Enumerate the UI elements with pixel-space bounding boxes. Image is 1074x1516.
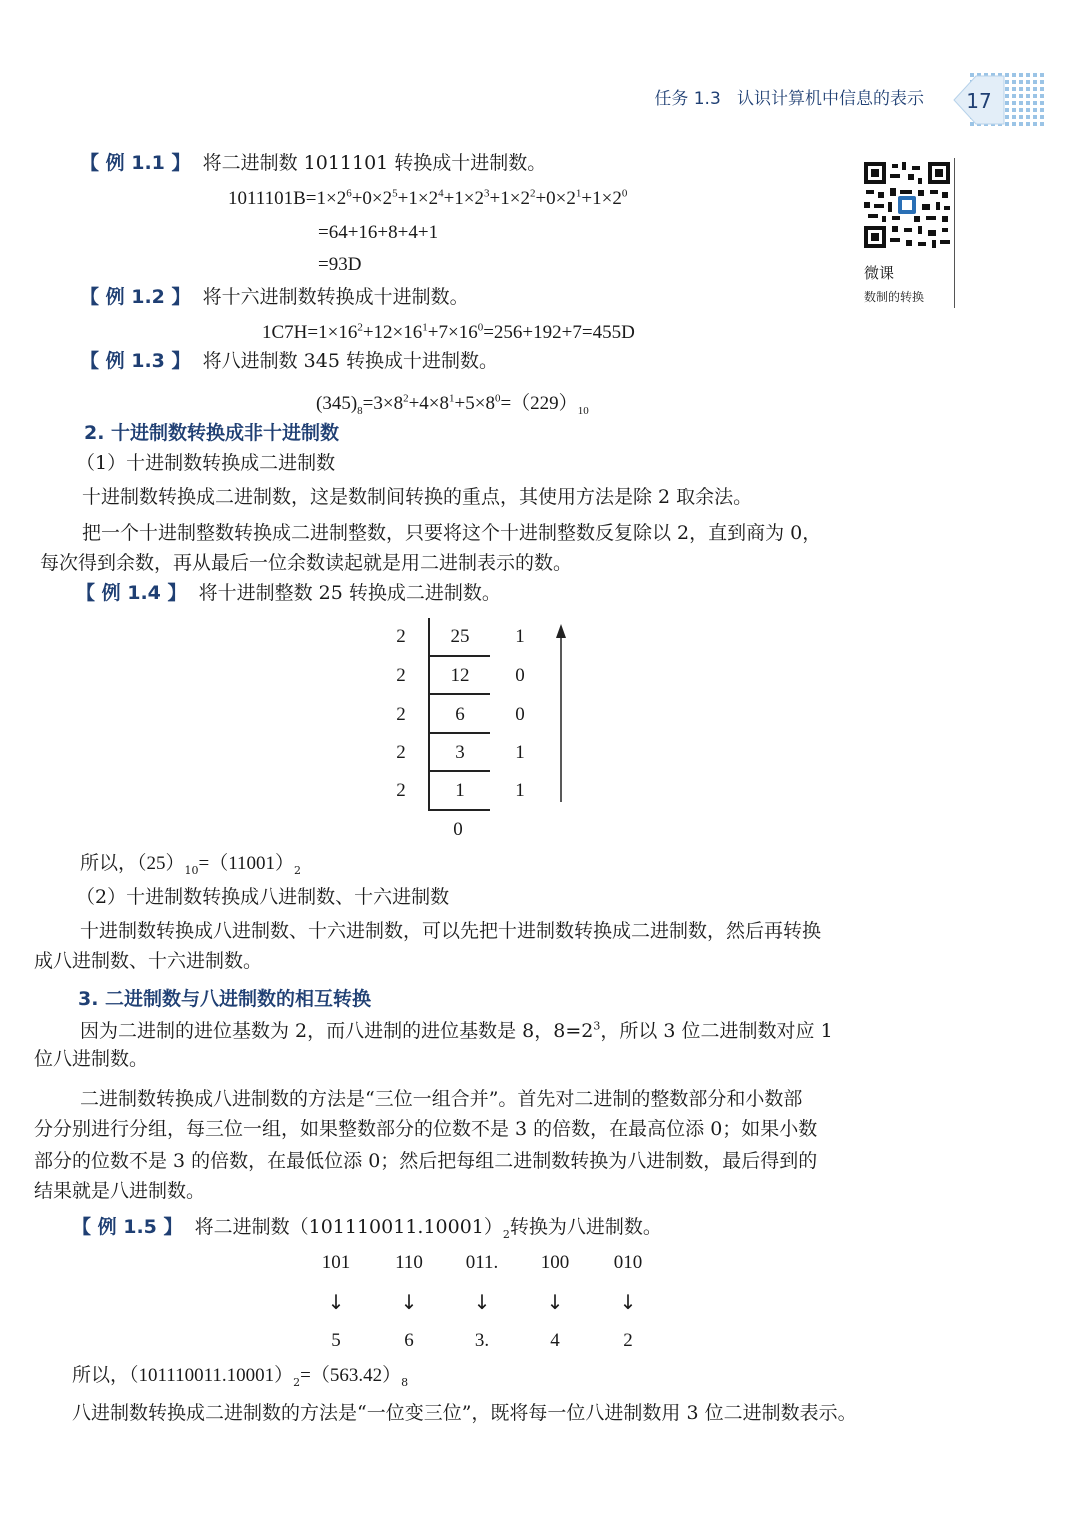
arrow-down-icon: ↓ — [400, 1290, 418, 1314]
paragraph: 二进制数转换成八进制数的方法是“三位一组合并”。首先对二进制的整数部分和小数部 — [80, 1088, 803, 1110]
header-title — [654, 84, 924, 109]
paragraph: 八进制数转换成二进制数的方法是“一位变三位”，既将每一位八进制数用 3 位二进制数表示。 — [72, 1402, 857, 1424]
formula-1-2: $1C7H=1\times 16^2+12\times 16^1+7\times 16^0=256+192+7=455D$ — [262, 321, 635, 343]
qr-block — [848, 158, 955, 308]
quotient: 3 — [455, 742, 465, 763]
quotient: 25 — [450, 626, 470, 647]
division-underline — [428, 732, 490, 734]
octal-digit: 2 — [623, 1330, 633, 1351]
example-tag: 【 例 1.1 】 — [80, 152, 191, 174]
formula-1-3: $(345)_8=3\times 8^2+4\times 8^1+5\times 8^0=(229)_{10}$ — [316, 392, 589, 417]
formula-1-1-line2: =64+16+8+4+1 — [318, 222, 439, 243]
example-text: 将十进制整数 25 转换成二进制数。 — [198, 582, 501, 604]
paragraph: 部分的位数不是 3 的倍数，在最低位添 0；然后把每组二进制数转换为八进制数，最后得到的 — [34, 1150, 818, 1172]
binary-group: 011. — [465, 1252, 499, 1273]
divisor: 2 — [396, 742, 406, 763]
paragraph: 位八进制数。 — [34, 1048, 149, 1070]
remainder: 1 — [515, 742, 525, 763]
binary-group: 110 — [395, 1252, 423, 1273]
example-text: 将八进制数 345 转换成十进制数。 — [202, 350, 498, 372]
remainder: 0 — [515, 704, 525, 725]
example-1-4 — [76, 582, 501, 604]
example-1-3 — [80, 350, 498, 372]
octal-digit: 6 — [404, 1330, 414, 1351]
example-1-5: 【 例 1.5 】 将二进制数$(101110011.10001)_2$转换为八进制数。 — [72, 1216, 662, 1241]
dot-pattern-icon — [948, 72, 1048, 128]
remainder: 1 — [515, 626, 525, 647]
division-underline — [428, 655, 490, 657]
header-chapter-title: 认识计算机中信息的表示 — [737, 89, 924, 109]
example-tag: 【 例 1.5 】 — [72, 1216, 183, 1238]
division-underline — [428, 770, 490, 772]
example-1-4-result: 所以，$(25)_{10}=(11001)_2$ — [80, 852, 302, 877]
division-vertical-line — [428, 618, 430, 810]
paragraph: 把一个十进制整数转换成二进制整数，只要将这个十进制整数反复除以 2，直到商为 0， — [82, 522, 822, 544]
quotient: 6 — [455, 704, 465, 725]
arrow-down-icon: ↓ — [473, 1290, 491, 1314]
subheading-2: （2）十进制数转换成八进制数、十六进制数 — [76, 886, 450, 908]
paragraph: 分分别进行分组，每三位一组，如果整数部分的位数不是 3 的倍数，在最高位添 0；如果小数 — [34, 1118, 818, 1140]
binary-group: 100 — [540, 1252, 570, 1273]
arrow-down-icon: ↓ — [619, 1290, 637, 1314]
example-text: 将二进制数 1011101 转换成十进制数。 — [202, 152, 547, 174]
paragraph: 每次得到余数，再从最后一位余数读起就是用二进制表示的数。 — [40, 552, 573, 574]
octal-digit: 5 — [331, 1330, 341, 1351]
paragraph: 十进制数转换成八进制数、十六进制数，可以先把十进制数转换成二进制数，然后再转换 — [80, 920, 822, 942]
example-tag: 【 例 1.4 】 — [76, 582, 187, 604]
arrow-down-icon: ↓ — [327, 1290, 345, 1314]
example-1-5-result: 所以，$(101110011.10001)_2=(563.42)_8$ — [72, 1364, 409, 1389]
arrow-up-icon — [553, 624, 569, 804]
section-2-heading: 2. 十进制数转换成非十进制数 — [84, 422, 340, 444]
divisor: 2 — [396, 626, 406, 647]
divisor: 2 — [396, 665, 406, 686]
paragraph: 因为二进制的进位基数为 2，而八进制的进位基数是 8，$8=2^3$，所以 3 位二进制数对应 1 — [80, 1019, 833, 1042]
example-tag: 【 例 1.3 】 — [80, 350, 191, 372]
arrow-down-icon: ↓ — [546, 1290, 564, 1314]
page-number: 17 — [966, 89, 992, 113]
division-underline — [428, 693, 490, 695]
qr-sublabel: 数制的转换 — [864, 290, 925, 304]
qr-code-icon — [862, 160, 952, 250]
octal-digit: 3. — [474, 1330, 490, 1351]
divisor: 2 — [396, 704, 406, 725]
header-task: 任务 1.3 — [654, 89, 721, 109]
paragraph: 十进制数转换成二进制数，这是数制间转换的重点，其使用方法是除 2 取余法。 — [82, 486, 753, 508]
binary-group: 101 — [321, 1252, 351, 1273]
remainder: 0 — [515, 665, 525, 686]
example-1-1 — [80, 152, 546, 174]
remainder: 1 — [515, 780, 525, 801]
final-quotient: 0 — [453, 819, 463, 840]
formula-1-1-line3: =93D — [318, 254, 362, 275]
example-1-2 — [80, 286, 469, 308]
qr-label: 微课 — [864, 264, 895, 282]
divisor: 2 — [396, 780, 406, 801]
example-tag: 【 例 1.2 】 — [80, 286, 191, 308]
section-2-subheading: （1）十进制数转换成二进制数 — [76, 452, 336, 474]
paragraph: 成八进制数、十六进制数。 — [34, 950, 263, 972]
quotient: 1 — [455, 780, 465, 801]
example-text: 将十六进制数转换成十进制数。 — [202, 286, 469, 308]
formula-1-1: $1011101B=1\times 2^6+0\times 2^5+1\times 2^4+1\times 2^3+1\times 2^2+0\times 2^1+1\times 2^0$ — [228, 187, 628, 209]
quotient: 12 — [450, 665, 470, 686]
division-underline — [428, 809, 490, 811]
paragraph: 结果就是八进制数。 — [34, 1180, 206, 1202]
section-3-heading: 3. 二进制数与八进制数的相互转换 — [78, 988, 372, 1010]
binary-group: 010 — [613, 1252, 643, 1273]
octal-digit: 4 — [550, 1330, 560, 1351]
page-number-badge — [948, 72, 1048, 128]
